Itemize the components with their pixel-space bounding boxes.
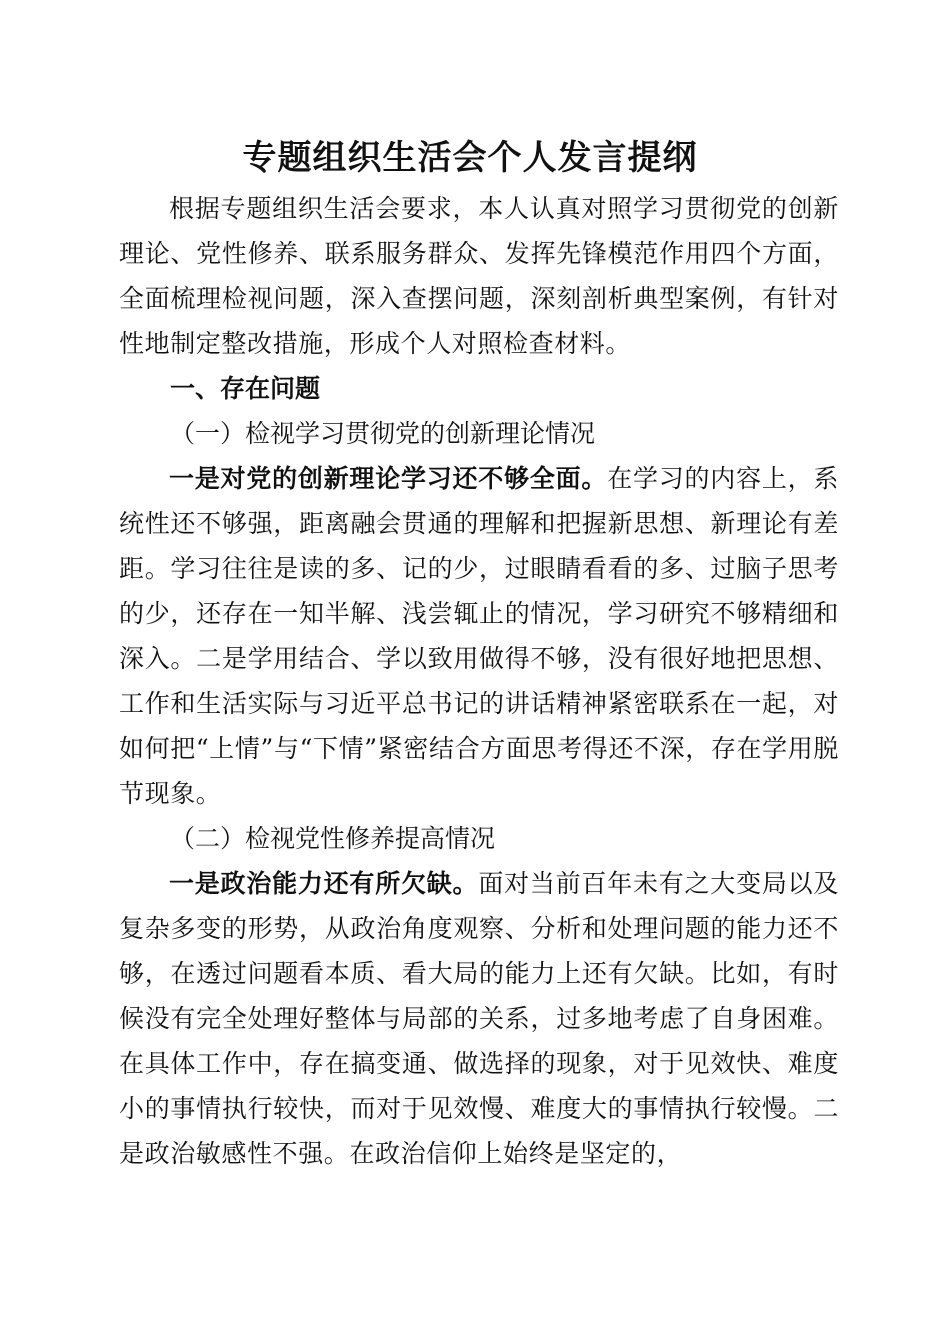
subsection-heading-theory-study: （一）检视学习贯彻党的创新理论情况 [170, 419, 596, 448]
document-title: 专题组织生活会个人发言提纲 [242, 138, 698, 178]
intro-paragraph: 根据专题组织生活会要求，本人认真对照学习贯彻党的创新理论、党性修养、联系服务群众、发挥先锋模范作用四个方面，全面梳理检视问题，深入查摆问题，深刻剖析典型案例，有针对性地制定整改措施，形成个人对照检查材料。 [119, 194, 839, 358]
paragraph-lead-party-spirit: 一是政治能力还有所欠缺。 [169, 869, 479, 898]
subsection-heading-party-spirit: （二）检视党性修养提高情况 [170, 824, 496, 853]
paragraph-body-party-spirit: 面对当前百年未有之大变局以及复杂多变的形势，从政治角度观察、分析和处理问题的能力还不够，在透过问题看本质、看大局的能力上还有欠缺。比如，有时候没有完全处理好整体与局部的关系，过多地考虑了自身困难。在具体工作中，存在搞变通、做选择的现象，对于见效快、难度小的事情执行较快，而对于见效慢、难度大的事情执行较慢。二是政治敏感性不强。在政治信仰上始终是坚定的， [119, 869, 839, 1168]
paragraph-body-theory-study: 在学习的内容上，系统性还不够强，距离融会贯通的理解和把握新思想、新理论有差距。学习往往是读的多、记的少，过眼睛看看的多、过脑子思考的少，还存在一知半解、浅尝辄止的情况，学习研究不够精细和深入。二是学用结合、学以致用做得不够，没有很好地把思想、工作和生活实际与习近平总书记的讲话精神紧密联系在一起，对如何把“上情”与“下情”紧密结合方面思考得还不深，存在学用脱节现象。 [119, 464, 839, 808]
paragraph-party-spirit [119, 861, 839, 1176]
paragraph-lead-theory-study: 一是对党的创新理论学习还不够全面。 [169, 464, 608, 493]
paragraph-theory-study [119, 456, 839, 816]
section-heading-problems: 一、存在问题 [170, 374, 321, 403]
